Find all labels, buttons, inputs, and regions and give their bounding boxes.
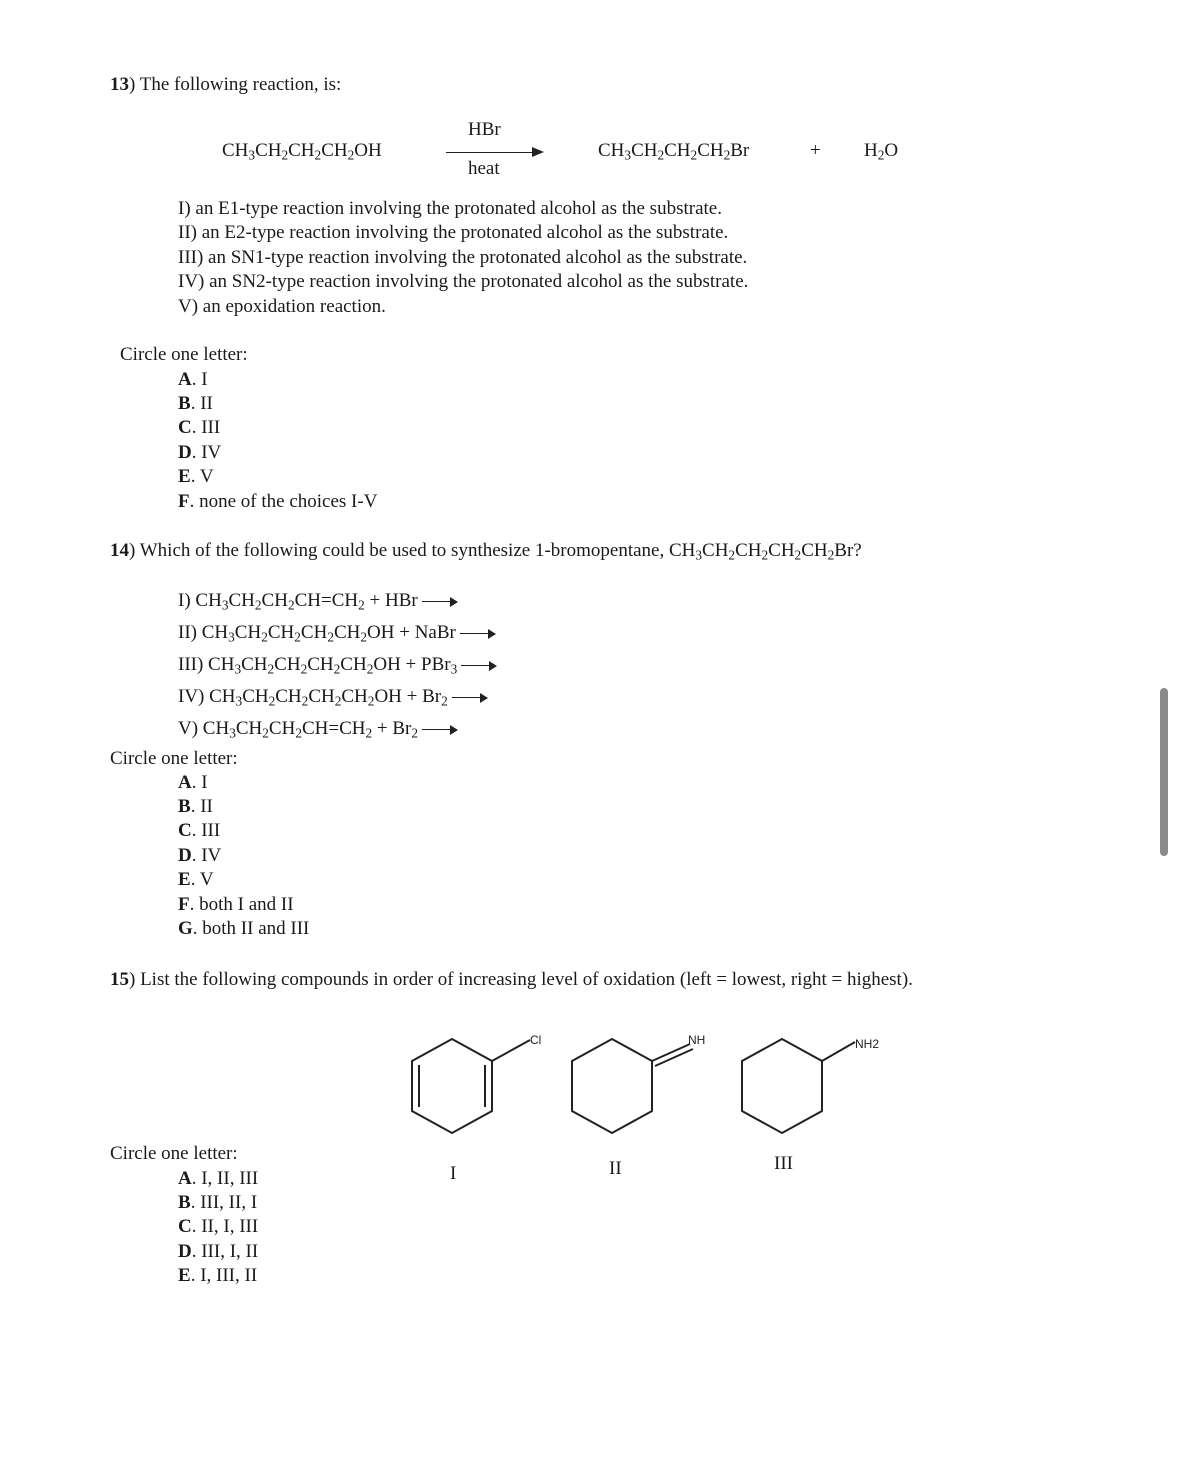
q14-choice-a[interactable]: A. I xyxy=(178,772,208,793)
q14-choice-c[interactable]: C. III xyxy=(178,820,221,841)
q14-choice-b[interactable]: B. II xyxy=(178,796,213,817)
q15-label-ii: II xyxy=(609,1158,622,1179)
q13-plus: + xyxy=(810,140,821,161)
q14-choice-f[interactable]: F. both I and II xyxy=(178,894,294,915)
q13-choice-d[interactable]: D. IV xyxy=(178,442,222,463)
nh-label: NH xyxy=(688,1033,706,1047)
q13-statement-2: II) an E2-type reaction involving the protonated alcohol as the substrate. xyxy=(178,222,729,243)
q15-choice-c[interactable]: C. II, I, III xyxy=(178,1216,259,1237)
nh2-label: NH2 xyxy=(855,1037,880,1051)
arrow-icon xyxy=(422,725,458,735)
structure-i-cyclohexene xyxy=(412,1039,492,1133)
q14-reaction-2: II) $CH_3CH_2CH_2CH_2CH_2OH$ + NaBr xyxy=(178,622,496,645)
structure-ii-chlorocyclohexane xyxy=(530,1039,693,1133)
q14-reaction-3: III) $CH_3CH_2CH_2CH_2CH_2OH + PBr_3$ xyxy=(178,654,497,677)
q13-reaction-arrow xyxy=(446,152,536,153)
q14-choice-d[interactable]: D. IV xyxy=(178,845,222,866)
q13-choice-a[interactable]: A. I xyxy=(178,369,208,390)
q13-reactant: $CH_3CH_2CH_2CH_2OH$ xyxy=(222,140,382,163)
structure-iii-cyclohexylamine xyxy=(742,1039,855,1133)
q13-product: $CH_3CH_2CH_2CH_2Br$ xyxy=(598,140,750,163)
vertical-scrollbar[interactable] xyxy=(1160,688,1168,856)
q15-structures xyxy=(400,1020,900,1200)
q14-choice-e[interactable]: E. V xyxy=(178,869,214,890)
q15-title: 15) List the following compounds in order of increasing level of oxidation (left = lowest, right = highest). xyxy=(110,969,913,990)
q13-choice-e[interactable]: E. V xyxy=(178,466,214,487)
cl-label: Cl xyxy=(530,1033,542,1047)
q13-statement-4: IV) an SN2-type reaction involving the protonated alcohol as the substrate. xyxy=(178,271,749,292)
q13-choice-f[interactable]: F. none of the choices I-V xyxy=(178,491,378,512)
q14-title: 14) Which of the following could be used to synthesize 1-bromopentane, $CH_3CH_2CH_2CH_2CH_2Br$? xyxy=(110,540,862,563)
q15-label-iii: III xyxy=(774,1153,793,1174)
arrow-icon xyxy=(460,629,496,639)
q13-reagent: HBr xyxy=(468,119,501,140)
q15-label-i: I xyxy=(450,1163,457,1184)
q15-choice-a[interactable]: A. I, II, III xyxy=(178,1168,259,1189)
q13-choice-b[interactable]: B. II xyxy=(178,393,213,414)
q13-byproduct: $H_2O$ xyxy=(864,140,899,163)
q14-reaction-1: I) $CH_3CH_2CH_2CH=CH_2$ + HBr xyxy=(178,590,458,613)
q13-statement-3: III) an SN1-type reaction involving the protonated alcohol as the substrate. xyxy=(178,247,748,268)
q14-choice-g[interactable]: G. both II and III xyxy=(178,918,310,939)
cl-bond xyxy=(492,1040,530,1061)
q13-statement-5: V) an epoxidation reaction. xyxy=(178,296,386,317)
q14-reaction-5: V) $CH_3CH_2CH_2CH=CH_2 + Br_2$ xyxy=(178,718,458,741)
arrow-icon xyxy=(452,693,488,703)
q13-arrow-head xyxy=(532,147,544,157)
q14-reaction-4: IV) $CH_3CH_2CH_2CH_2CH_2OH + Br_2$ xyxy=(178,686,488,709)
q15-choice-d[interactable]: D. III, I, II xyxy=(178,1241,259,1262)
q15-choice-b[interactable]: B. III, II, I xyxy=(178,1192,258,1213)
arrow-icon xyxy=(422,597,458,607)
q15-circle-label: Circle one letter: xyxy=(110,1143,238,1164)
q13-title: 13) The following reaction, is: xyxy=(110,74,342,95)
q14-circle-label: Circle one letter: xyxy=(110,748,238,769)
q13-circle-label: Circle one letter: xyxy=(120,344,248,365)
q15-choice-e[interactable]: E. I, III, II xyxy=(178,1265,258,1286)
arrow-icon xyxy=(461,661,497,671)
q13-choice-c[interactable]: C. III xyxy=(178,417,221,438)
q13-condition: heat xyxy=(468,158,500,179)
q13-statement-1: I) an E1-type reaction involving the protonated alcohol as the substrate. xyxy=(178,198,722,219)
